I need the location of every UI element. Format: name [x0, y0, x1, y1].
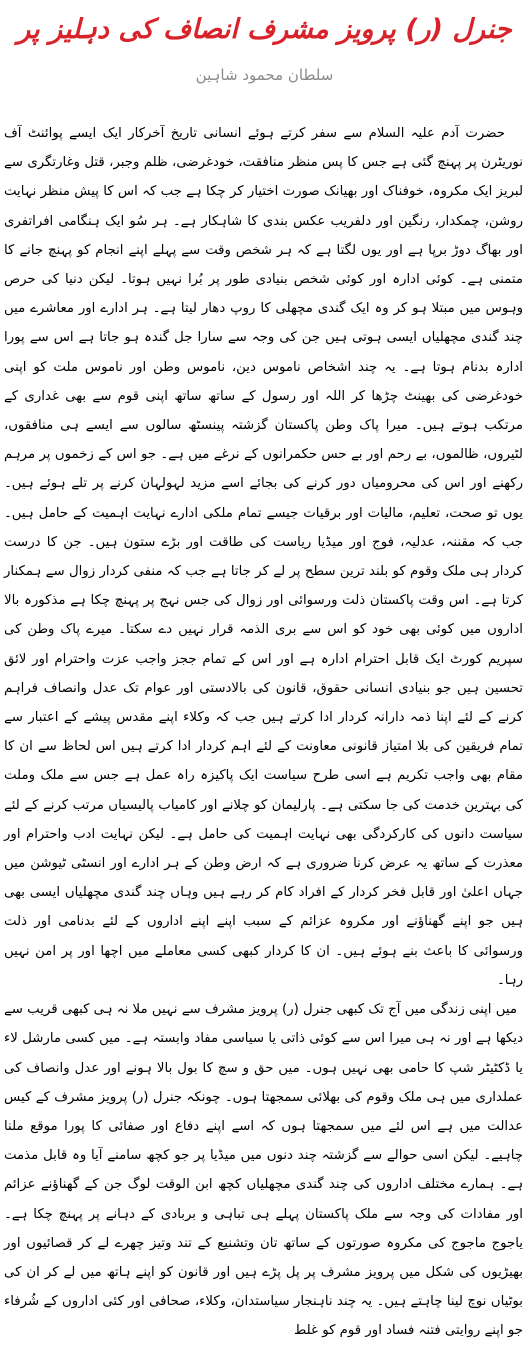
article-author: سلطان محمود شاہین	[195, 66, 334, 84]
article-paragraph: حضرت آدم علیہ السلام سے سفر کرتے ہوئے انسانی تاریخ آخرکار ایک ایسے پوائنٹ آف نوریٹرن پر پہنچ گئی ہے جس کا پس منظر منافقت، خودغرضی، ظلم وجبر، قتل وغارتگری سے لبریز ایک مکروہ، خوفناک اور بھیانک صورت اختیار کر چکا ہے جب کہ اس کا پیش منظر نہایت روشن، چمکدار، رنگین اور دلفریب عکس بندی کا شاہکار ہے۔ ہر سُو ایک ہنگامی افراتفری اور بھاگ دوڑ برپا ہے اور یوں لگتا ہے کہ ہر شخص وقت سے پہلے اپنے انجام کو پہنچ جانے کا متمنی ہے۔ کوئی ادارہ اور کوئی شخص بنیادی طور پر بُرا نہیں ہوتا۔ لیکن دنیا کی حرص وہوس میں مبتلا ہو کر وہ ایک گندی مچھلی کا روپ دھار لیتا ہے۔ ہر ادارے اور معاشرے میں چند گندی مچھلیاں ایسی ہوتی ہیں جن کی وجہ سے سارا جل گندہ ہو جاتا ہے اس سے پورا ادارہ بدنام ہوتا ہے۔ یہ چند اشخاص ناموس دین، ناموس وطن اور ناموس ملت کو اپنی خودغرضی کی بھینٹ چڑھا کر اللہ اور رسول کے ساتھ ساتھ اپنی قوم سے بھی غداری کے مرتکب ہوتے ہیں۔ میرا پاک وطن پاکستان گزشتہ پینسٹھ سالوں سے ایسے ہی منافقوں، لٹیروں، ظالموں، بے رحم اور بے حس حکمرانوں کے نرغے میں ہے۔ جو اس کے زخموں پر مرہم رکھنے اور اس کی محرومیاں دور کرنے کی بجائے اسے مزید لہولہان کرنے پر تلے ہوئے ہیں۔ یوں تو صحت، تعلیم، مالیات اور برقیات جیسے تمام ملکی ادارے نہایت اہمیت کے حامل ہیں۔ جب کہ مقننہ، عدلیہ، فوج اور میڈیا ریاست کی طاقت اور بڑے ستون ہیں۔ جن کا درست کردار ہی ملک وقوم کو بلند ترین سطح پر لے کر جاتا ہے جب کہ منفی کردار زوال سے ہمکنار کرتا ہے۔ اس وقت پاکستان ذلت ورسوائی اور زوال کی جس نہج پر پہنچ چکا ہے مذکورہ بالا اداروں میں کوئی بھی خود کو اس سے بری الذمہ قرار نہیں دے سکتا۔ میرے پاک وطن کی سپریم کورٹ ایک قابل احترام ادارہ ہے اور اس کے تمام ججز واجب عزت واحترام اور لائق تحسین ہیں جو بنیادی انسانی حقوق، قانون کی بالادستی اور عوام تک عدل وانصاف فراہم کرنے کے لئے اپنا ذمہ دارانہ کردار ادا کرتے ہیں جب کہ وکلاء اپنے مقدس پیشے کے اعتبار سے تمام فریقین کی بلا امتیاز قانونی معاونت کے لئے اہم کردار ادا کرتے ہیں اس لحاظ سے ان کا مقام بھی واجب تکریم ہے اسی طرح سیاست ایک پاکیزہ راہ عمل ہے جس سے ملک وملت کی بہترین خدمت کی جا سکتی ہے۔ پارلیمان کو چلانے اور کامیاب پالیسیاں مرتب کرنے کے لئے سیاست دانوں کی کارکردگی بھی نہایت اہمیت کی حامل ہے۔ لیکن نہایت ادب واحترام اور معذرت کے ساتھ یہ عرض کرنا ضروری ہے کہ ارض وطن کے ہر ادارے اور انسٹی ٹیوشن میں جہاں اعلیٰ اور قابل فخر کردار کے افراد کام کر رہے ہیں وہاں چند گندی مچھلیاں ایسی بھی ہیں جو اپنے گھناؤنے اور مکروہ عزائم کے سبب اپنے اپنے اداروں کے لئے بدنامی اور ذلت ورسوائی کا باعث بنے ہوئے ہیں۔ ان کا کردار کبھی کسی معاملے میں اچھا اور پر امن نہیں رہا۔	[4, 126, 523, 988]
article-paragraph: میں اپنی زندگی میں آج تک کبھی جنرل (ر) پرویز مشرف سے نہیں ملا نہ ہی کبھی قریب سے دیکھا ہے اور نہ ہی میرا اس سے کوئی ذاتی یا سیاسی مفاد وابستہ ہے۔ میں کسی مارشل لاء یا ڈکٹیٹر شپ کا حامی بھی نہیں ہوں۔ میں حق و سچ کا بول بالا ہونے اور عدل وانصاف کی عملداری میں ہی ملک وقوم کی بھلائی سمجھتا ہوں۔ چونکہ جنرل (ر) پرویز مشرف کے کیس عدالت میں ہے اس لئے میں سمجھتا ہوں کہ اسے اپنے دفاع اور صفائی کا پورا موقع ملنا چاہیے۔ لیکن اسی حوالے سے گزشتہ چند دنوں میں میڈیا پر جو کچھ سامنے آیا وہ قابل مذمت ہے۔ ہمارے مختلف اداروں کی چند گندی مچھلیاں کچھ ابن الوقت لوگ جن کے گھناؤنے عزائم اور مفادات کی وجہ سے ملک پاکستان پہلے ہی تباہی و بربادی کے دہانے پر پہنچ چکا ہے۔ یاجوج ماجوج کی مکروہ صورتوں کے ساتھ تان وتشنیع کے تند وتیز چھرے لے کر قصائیوں اور بھیڑیوں کی شکل میں پرویز مشرف پر پل پڑے ہیں اور قانون کو اپنے ہاتھ میں لے کر ان کی بوٹیاں نوچ لینا چاہتے ہیں۔ یہ چند ناہنجار سیاستدان، وکلاء، صحافی اور کئی اداروں کے شُرفاء جو اپنے روایتی فتنہ فساد اور قوم کو غلط	[4, 1002, 523, 1339]
article-body	[4, 119, 523, 1346]
article-title: جنرل (ر) پرویز مشرف انصاف کی دہلیز پر	[17, 14, 512, 45]
